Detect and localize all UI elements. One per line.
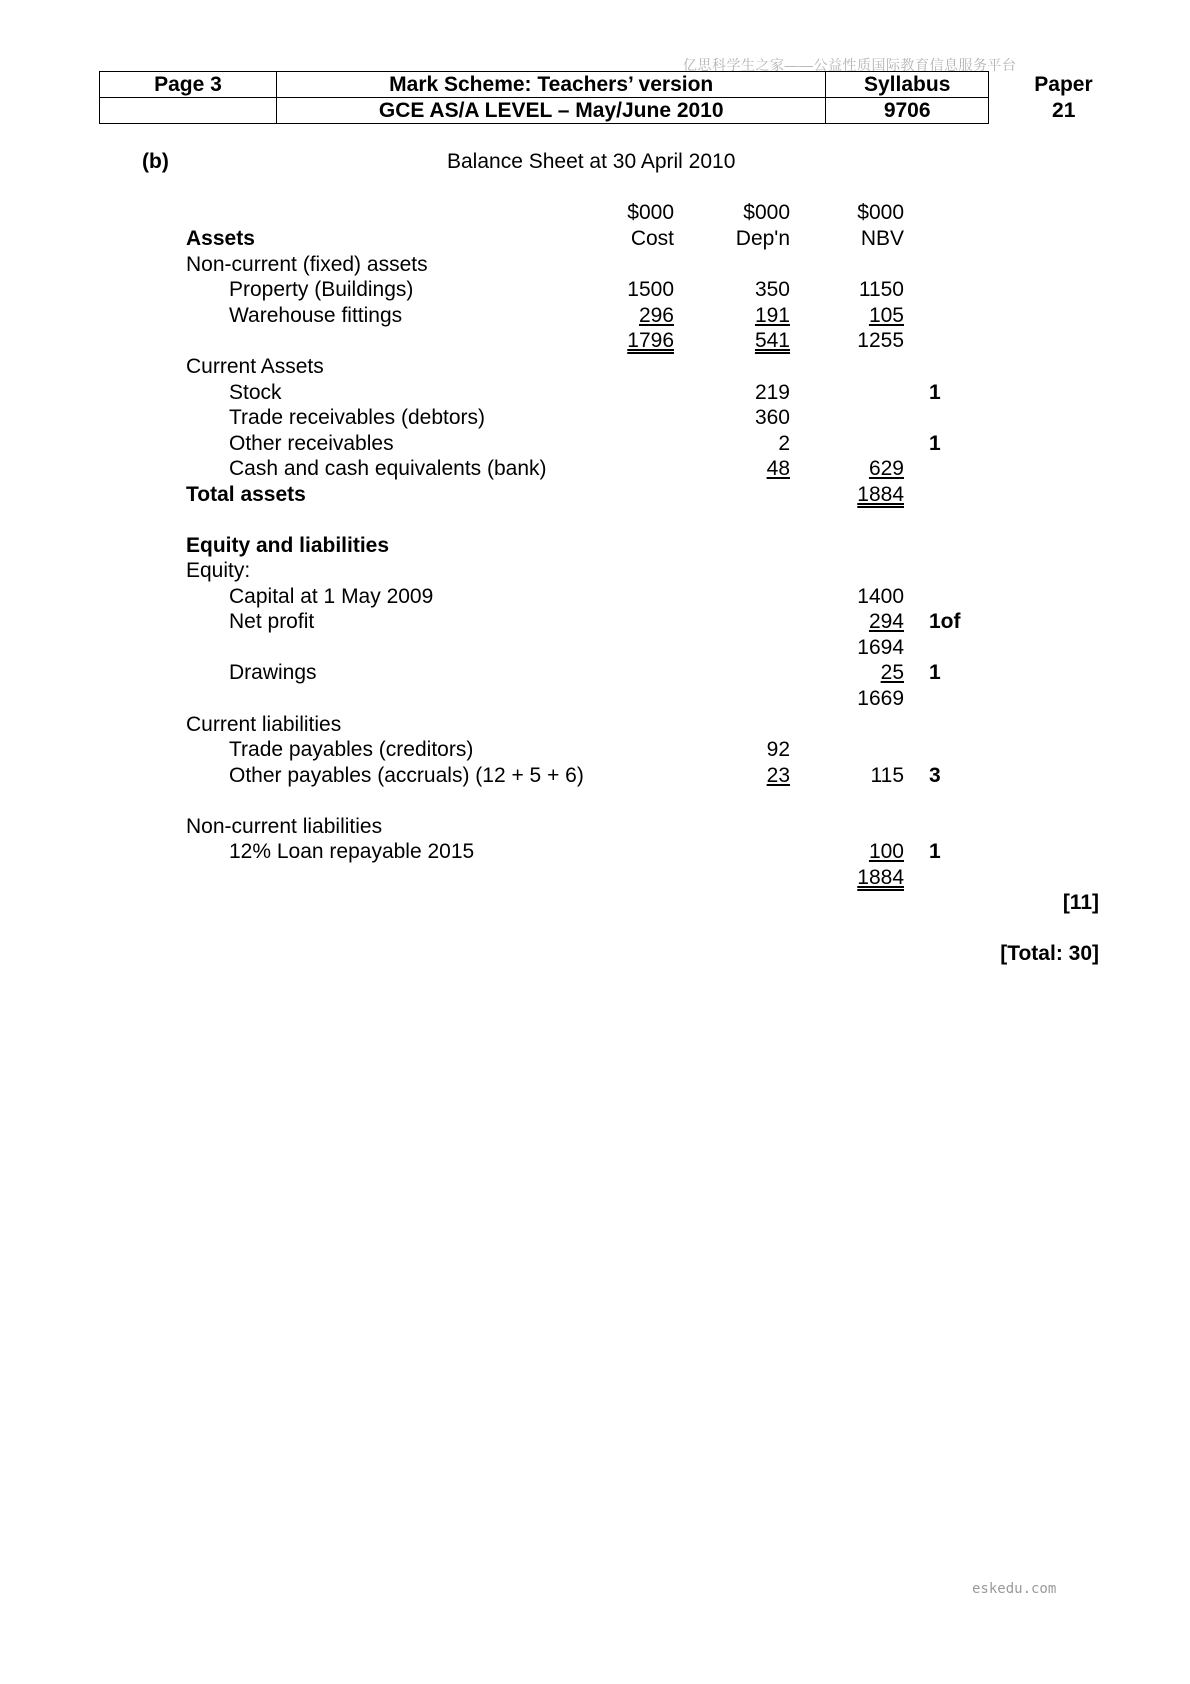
section-label: (b) (142, 150, 169, 173)
col-unit-nbv: $000 (857, 201, 904, 224)
noncurrent-total-nbv: 1255 (857, 329, 904, 352)
equity-liabilities-heading: Equity and liabilities (186, 534, 390, 557)
watermark-bottom: eskedu.com (972, 1581, 1057, 1597)
header-title: Mark Scheme: Teachers’ version (276, 72, 826, 98)
col-head-nbv: NBV (860, 227, 904, 250)
trade-receivables-label: Trade receivables (debtors) (229, 406, 485, 429)
assets-heading: Assets (186, 227, 255, 250)
property-cost: 1500 (627, 278, 674, 301)
noncurrent-total-dep: 541 (754, 329, 790, 352)
stock-label: Stock (229, 381, 282, 404)
net-profit-mark: 1of (929, 610, 961, 633)
drawings-mark: 1 (929, 661, 941, 684)
col-unit-dep: $000 (743, 201, 790, 224)
noncurrent-liabilities-heading: Non-current liabilities (186, 815, 383, 838)
noncurrent-assets-heading: Non-current (fixed) assets (186, 253, 428, 276)
equity-subtotal-2: 1669 (857, 687, 904, 710)
net-profit-value: 294 (868, 610, 904, 633)
stock-value: 219 (754, 381, 790, 404)
property-label: Property (Buildings) (229, 278, 414, 301)
capital-value: 1400 (857, 585, 904, 608)
current-assets-heading: Current Assets (186, 355, 324, 378)
cash-value: 48 (766, 457, 790, 480)
drawings-label: Drawings (229, 661, 317, 684)
fittings-nbv: 105 (868, 304, 904, 327)
other-receivables-mark: 1 (929, 432, 941, 455)
equity-label: Equity: (186, 559, 251, 582)
trade-receivables-value: 360 (754, 406, 790, 429)
grand-total-mark: [Total: 30] (1000, 942, 1099, 965)
loan-mark: 1 (929, 840, 941, 863)
property-nbv: 1150 (858, 278, 904, 301)
fittings-label: Warehouse fittings (229, 304, 403, 327)
net-profit-label: Net profit (229, 610, 315, 633)
col-unit-cost: $000 (627, 201, 674, 224)
total-assets-value: 1884 (857, 483, 904, 506)
stock-mark: 1 (929, 381, 941, 404)
loan-label: 12% Loan repayable 2015 (229, 840, 475, 863)
col-head-cost: Cost (630, 227, 674, 250)
capital-label: Capital at 1 May 2009 (229, 585, 434, 608)
other-receivables-value: 2 (778, 432, 790, 455)
other-payables-value: 23 (766, 764, 790, 787)
fittings-dep: 191 (754, 304, 790, 327)
header-paper-label: Paper (1034, 73, 1093, 96)
part-total-mark: [11] (1062, 891, 1099, 914)
trade-payables-label: Trade payables (creditors) (229, 738, 474, 761)
header-blank-cell (100, 98, 277, 124)
header-syllabus-label: Syllabus (826, 72, 988, 98)
header-exam: GCE AS/A LEVEL – May/June 2010 (276, 98, 826, 124)
equity-liabilities-total: 1884 (857, 866, 904, 889)
watermark-top: 亿思科学生之家——公益性质国际教育信息服务平台 (683, 57, 1017, 73)
trade-payables-value: 92 (766, 738, 790, 761)
col-head-dep: Dep'n (735, 227, 790, 250)
header-page: Page 3 (100, 72, 277, 98)
other-receivables-label: Other receivables (229, 432, 394, 455)
loan-value: 100 (868, 840, 904, 863)
drawings-value: 25 (880, 661, 904, 684)
header-paper: 21 (1052, 99, 1076, 122)
current-liabilities-heading: Current liabilities (186, 713, 342, 736)
current-liabilities-total: 115 (870, 764, 904, 787)
cash-nbv: 629 (868, 457, 904, 480)
total-assets-label: Total assets (186, 483, 306, 506)
noncurrent-total-cost: 1796 (627, 329, 674, 352)
other-payables-label: Other payables (accruals) (12 + 5 + 6) (229, 764, 584, 787)
cash-label: Cash and cash equivalents (bank) (229, 457, 547, 480)
property-dep: 350 (754, 278, 790, 301)
header-table (99, 71, 1139, 124)
other-payables-mark: 3 (929, 764, 941, 787)
equity-subtotal-1: 1694 (857, 636, 904, 659)
section-title: Balance Sheet at 30 April 2010 (447, 150, 736, 173)
header-syllabus: 9706 (826, 98, 988, 124)
fittings-cost: 296 (638, 304, 674, 327)
